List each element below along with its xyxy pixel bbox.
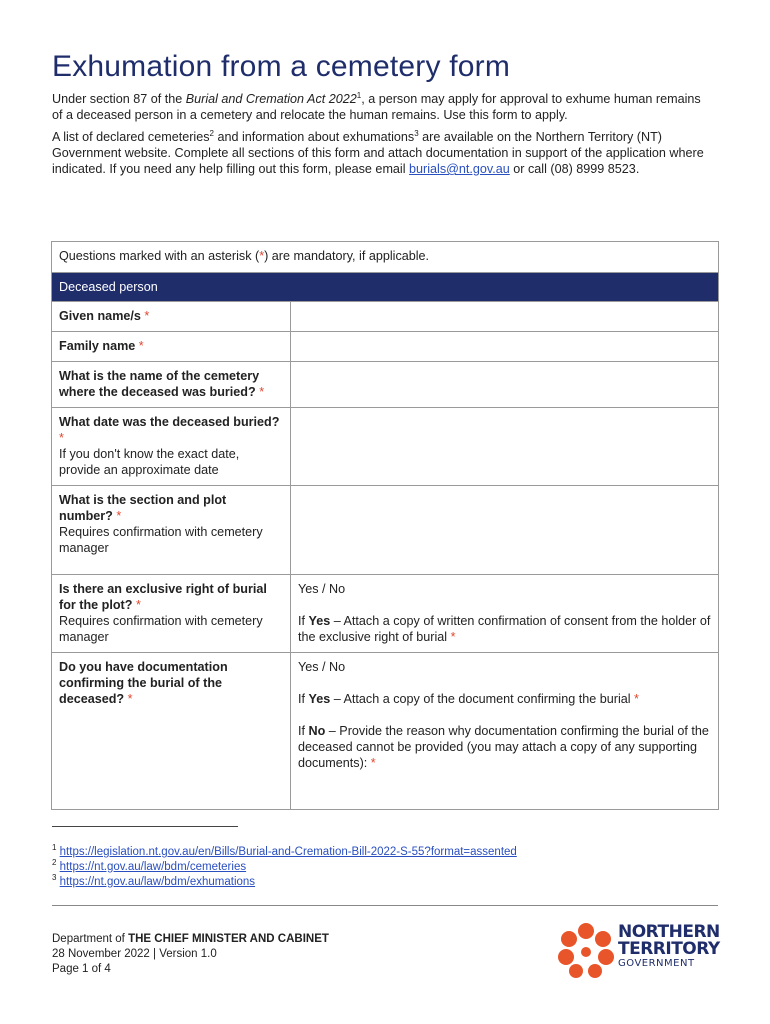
footnote-3: $^3$ https://nt.gov.au/law/bdm/exhumations — [52, 873, 256, 888]
email-link[interactable]: burials@nt.gov.au — [409, 162, 510, 176]
label-family-name: Family name * — [52, 332, 291, 362]
label-section-plot: What is the section and plot number? * Requires confirmation with cemetery manager — [52, 486, 291, 575]
act-name: Burial and Cremation Act 2022 — [185, 92, 357, 106]
label-documentation: Do you have documentation confirming the burial of the deceased? * — [52, 653, 291, 810]
footnote-link-2[interactable]: https://nt.gov.au/law/bdm/cemeteries — [59, 861, 247, 873]
intro-paragraph-2: A list of declared cemeteries$^2$ and information about exhumations$^3$ are available on the Northern Territory (NT) Government website. Complete all sections of this form and attach documentation in support of the application where indicated. If you need any help filling out this form, please email burials@nt.gov.au or call (08) 8999 8523. — [52, 128, 704, 176]
section-header: Deceased person — [52, 273, 719, 302]
intro — [52, 91, 712, 183]
mandatory-note: Questions marked with an asterisk (*) are mandatory, if applicable. — [52, 242, 719, 273]
footer-divider — [52, 905, 718, 906]
label-exclusive-right: Is there an exclusive right of burial for the plot? * Requires confirmation with cemetery manager — [52, 575, 291, 653]
footnote-link-3[interactable]: https://nt.gov.au/law/bdm/exhumations — [59, 876, 256, 888]
intro-paragraph-1: Under section 87 of the Burial and Cremation Act 2022$^1$, a person may apply for approval to exhume human remains of a deceased person in a cemetery and relocate the human remains. Use this form to apply. — [52, 90, 701, 122]
footer — [52, 932, 329, 977]
footer-date-version: 28 November 2022 | Version 1.0 — [52, 948, 217, 960]
footnote-divider — [52, 826, 238, 827]
label-cemetery-name: What is the name of the cemetery where the deceased was buried? * — [52, 362, 291, 408]
desert-rose-icon — [556, 922, 616, 978]
nt-government-logo — [556, 920, 721, 980]
section-plot-field[interactable] — [291, 486, 719, 575]
footnote-link-1[interactable]: https://legislation.nt.gov.au/en/Bills/Burial-and-Cremation-Bill-2022-S-55?format=assented — [59, 846, 517, 858]
footer-department: Department of THE CHIEF MINISTER AND CABINET — [52, 933, 329, 945]
given-name-field[interactable] — [291, 302, 719, 332]
footer-page: Page 1 of 4 — [52, 963, 111, 975]
cemetery-name-field[interactable] — [291, 362, 719, 408]
documentation-answer[interactable]: Yes / No If Yes – Attach a copy of the document confirming the burial * If No – Provide the reason why documentation confirming the burial of the deceased cannot be provided (you may attach a copy of any supporting documents): * — [291, 653, 719, 810]
burial-date-field[interactable] — [291, 408, 719, 486]
footnotes — [52, 845, 517, 890]
deceased-person-form — [51, 241, 719, 810]
label-burial-date: What date was the deceased buried? * If you don't know the exact date, provide an approximate date — [52, 408, 291, 486]
logo-wordmark: NORTHERN TERRITORY GOVERNMENT — [618, 922, 720, 969]
footnote-1: $^1$ https://legislation.nt.gov.au/en/Bills/Burial-and-Cremation-Bill-2022-S-55?format=assented — [52, 843, 517, 858]
page-title: Exhumation from a cemetery form — [52, 50, 511, 83]
label-given-name: Given name/s * — [52, 302, 291, 332]
exclusive-right-answer[interactable]: Yes / No If Yes – Attach a copy of written confirmation of consent from the holder of the exclusive right of burial * — [291, 575, 719, 653]
family-name-field[interactable] — [291, 332, 719, 362]
footnote-2: $^2$ https://nt.gov.au/law/bdm/cemeteries — [52, 858, 247, 873]
